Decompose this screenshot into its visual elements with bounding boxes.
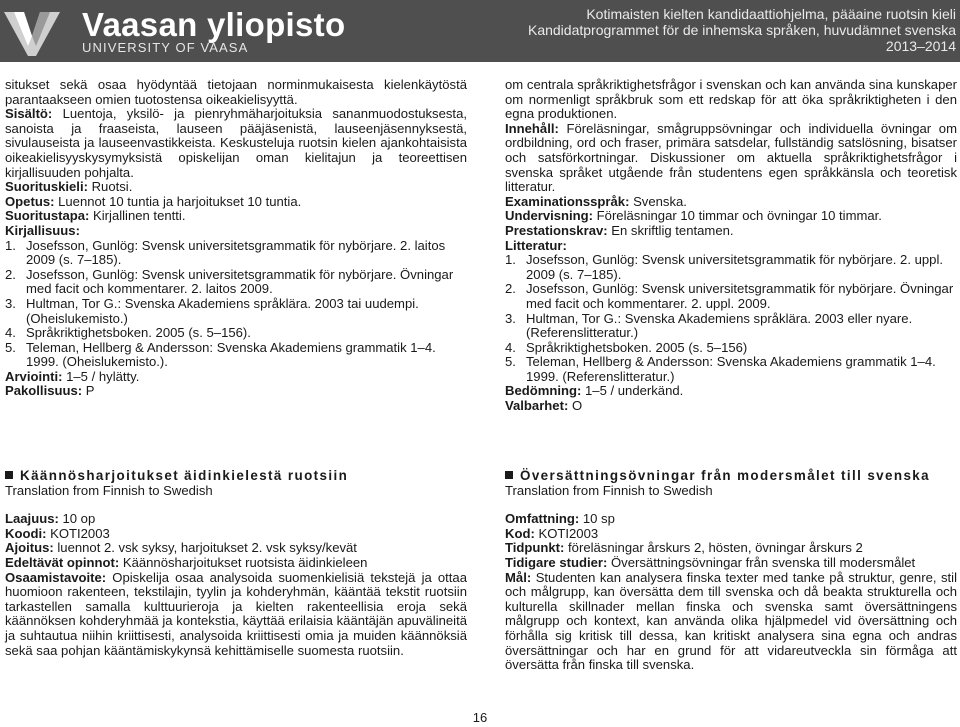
language-value: Ruotsi. — [87, 179, 133, 195]
outcomes-label: Mål: — [505, 569, 532, 585]
grading-row — [5, 370, 467, 385]
mandatory-row — [5, 384, 467, 399]
item-text: Josefsson, Gunlög: Svensk universitetsgrammatik för nybörjare. Övningar med facit och kommentarer. 2. laitos 2009. — [26, 266, 454, 297]
course-title-text: Käännösharjoitukset äidinkielestä ruotsiin — [20, 468, 349, 483]
teaching-label: Undervisning: — [505, 208, 594, 224]
course-title — [505, 469, 957, 484]
item-text: Hultman, Tor G.: Svenska Akademiens språklära. 2003 tai uudempi. (Oheislukemisto.) — [26, 295, 419, 326]
teaching-value: Luennot 10 tuntia ja harjoitukset 10 tuntia. — [54, 193, 302, 209]
program-title-swedish: Kandidatprogrammet för de inhemska språken, huvudämnet svenska — [527, 22, 956, 38]
grading-label: Bedömning: — [505, 383, 582, 399]
timing-row — [505, 541, 957, 556]
item-number: 3. — [5, 295, 16, 311]
method-row — [505, 224, 957, 239]
course-title — [5, 469, 467, 484]
timing-row — [5, 541, 467, 556]
literature-heading: Kirjallisuus: — [5, 222, 80, 238]
language-label: Examinationsspråk: — [505, 193, 630, 209]
literature-item — [5, 341, 467, 370]
item-number: 1. — [505, 252, 516, 268]
code-row — [505, 527, 957, 542]
teaching-row — [5, 195, 467, 210]
prereq-label: Edeltävät opinnot: — [5, 554, 120, 570]
method-label: Prestationskrav: — [505, 222, 608, 238]
code-row — [5, 527, 467, 542]
content-text: Luentoja, yksilö- ja pienryhmäharjoituksia sananmuodostuksesta, sanoista ja fraaseista, lauseen pääjäsenistä, lauseenjäsennyksestä, sivulauseista ja lauseenvastikkeista. Keskusteluja ruotsin kielen ajankohtaisista oikeakielisyyskysymyksistä opiskelijan oman kielitajun ja teoreettisen kirjallisuuden pohjalta. — [5, 106, 467, 180]
language-row — [505, 195, 957, 210]
timing-value: luennot 2. vsk syksy, harjoitukset 2. vsk syksy/kevät — [53, 540, 357, 556]
teaching-row — [505, 209, 957, 224]
course-subtitle: Translation from Finnish to Swedish — [505, 482, 713, 498]
literature-item — [5, 297, 467, 326]
item-text: Hultman, Tor G.: Svenska Akademiens språklära. 2003 eller nyare. (Referenslitteratur.) — [526, 310, 913, 341]
program-title-block — [528, 6, 956, 54]
timing-label: Ajoitus: — [5, 540, 54, 556]
item-number: 4. — [5, 325, 16, 341]
item-text: Teleman, Hellberg & Andersson: Svenska Akademiens grammatik 1–4. 1999. (Oheislukemisto.). — [26, 339, 436, 370]
literature-item — [5, 326, 467, 341]
brand-name-english: UNIVERSITY OF VAASA — [82, 40, 249, 55]
mandatory-row — [505, 399, 957, 414]
outcomes-section — [5, 571, 467, 659]
literature-item — [505, 341, 957, 356]
item-number: 4. — [505, 339, 516, 355]
credits-label: Laajuus: — [5, 511, 59, 527]
code-value: KOTI2003 — [46, 525, 110, 541]
item-text: Språkriktighetsboken. 2005 (s. 5–156). — [26, 325, 251, 341]
learning-outcome-continuation: situkset sekä osaa hyödyntää tietojaan norminmukaisesta kielenkäytöstä parantaakseen omien tuotostensa oikeakielisyyttä. — [5, 77, 467, 107]
credits-value: 10 op — [58, 511, 96, 527]
content-label: Sisältö: — [5, 106, 53, 122]
prereq-value: Översättningsövningar från svenska till modersmålet — [607, 554, 916, 570]
course-subtitle: Translation from Finnish to Swedish — [5, 482, 213, 498]
credits-row — [505, 512, 957, 527]
brand-name-finnish: Vaasan yliopisto — [82, 6, 346, 43]
prereq-label: Tidigare studier: — [505, 554, 608, 570]
language-row — [5, 180, 467, 195]
prereq-row — [505, 556, 957, 571]
grading-value: 1–5 / hylätty. — [62, 368, 140, 384]
content-label: Innehåll: — [505, 120, 559, 136]
square-bullet-icon — [5, 471, 13, 479]
method-label: Suoritustapa: — [5, 208, 90, 224]
content-text: Föreläsningar, smågruppsövningar och individuella övningar om ordbildning, ord och fraser, primära satsdelar, fullständig satslösning, bisatser och satsförkortningar. Diskussioner om aktuella språkriktighetsfrågor i svenska språket utgående från studentens egen språkkänsla och teoretisk litteratur. — [505, 120, 957, 195]
item-text: Språkriktighetsboken. 2005 (s. 5–156) — [526, 339, 748, 355]
teaching-value: Föreläsningar 10 timmar och övningar 10 timmar. — [593, 208, 882, 224]
item-number: 5. — [5, 339, 16, 355]
item-text: Josefsson, Gunlög: Svensk universitetsgrammatik för nybörjare. 2. uppl. 2009 (s. 7–185). — [526, 252, 944, 282]
credits-value: 10 sp — [579, 511, 615, 527]
credits-label: Omfattning: — [505, 511, 580, 527]
item-number: 2. — [505, 281, 516, 297]
literature-heading: Litteratur: — [505, 237, 567, 253]
literature-item — [505, 253, 957, 282]
course-title-text: Översättningsövningar från modersmålet till svenska — [520, 468, 930, 483]
page-header — [0, 0, 960, 62]
item-text: Josefsson, Gunlög: Svensk universitetsgrammatik för nybörjare. Övningar med facit och kommentarer. 2. uppl. 2009. — [526, 281, 954, 311]
mandatory-value: P — [82, 383, 95, 399]
learning-outcome-continuation: om centrala språkriktighetsfrågor i svenskan och kan använda sina kunskaper om normenligt språkbruk som ett redskap för att öka språkriktigheten i den egna produktionen. — [505, 77, 957, 122]
code-label: Kod: — [505, 525, 535, 541]
item-number: 5. — [505, 354, 516, 370]
timing-value: föreläsningar årskurs 2, hösten, övningar årskurs 2 — [564, 540, 863, 556]
academic-year: 2013–2014 — [885, 38, 956, 54]
item-text: Josefsson, Gunlög: Svensk universitetsgrammatik för nybörjare. 2. laitos 2009 (s. 7–185). — [26, 237, 446, 268]
program-title-finnish: Kotimaisten kielten kandidaattiohjelma, pääaine ruotsin kieli — [586, 6, 956, 22]
item-text: Teleman, Hellberg & Andersson: Svenska Akademiens grammatik 1–4. 1999. (Referenslitteratur.) — [526, 354, 936, 384]
course-description-swedish — [505, 78, 957, 414]
outcomes-text: Opiskelija osaa analysoida suomenkielisiä tekstejä ja ottaa huomioon rakenteen, tekstilajin, tyylin ja kohderyhmän, kääntää tekstit ruotsiin tarkastellen samalla kulttuurieroja ja kielten rakenteellisia eroja sekä käännöksen kohderyhmää ja kontekstia, käyttää erilaisia kääntäjän apuvälineitä ja suhtautua niihin kriittisesti, analysoida kriittisesti omia ja muiden käännöksiä sekä saa pohjan kääntämiskykynsä kehittämiselle suomesta ruotsiin. — [5, 569, 467, 658]
code-label: Koodi: — [5, 525, 47, 541]
grading-value: 1–5 / underkänd. — [581, 383, 684, 399]
mandatory-label: Valbarhet: — [505, 398, 569, 414]
translation-course-swedish — [505, 469, 957, 673]
page-number: 16 — [472, 710, 488, 725]
teaching-label: Opetus: — [5, 193, 55, 209]
outcomes-section — [505, 571, 957, 673]
credits-row — [5, 512, 467, 527]
method-value: En skriftlig tentamen. — [607, 222, 734, 238]
literature-item — [505, 312, 957, 341]
prereq-row — [5, 556, 467, 571]
grading-row — [505, 384, 957, 399]
literature-item — [505, 355, 957, 384]
literature-list — [505, 253, 957, 384]
content-section — [505, 122, 957, 195]
item-number: 3. — [505, 310, 516, 326]
language-label: Suorituskieli: — [5, 179, 88, 195]
method-row — [5, 209, 467, 224]
item-number: 2. — [5, 266, 16, 282]
method-value: Kirjallinen tentti. — [89, 208, 186, 224]
item-number: 1. — [5, 237, 16, 253]
timing-label: Tidpunkt: — [505, 540, 565, 556]
literature-item — [505, 282, 957, 311]
square-bullet-icon — [505, 471, 513, 479]
prereq-value: Käännösharjoitukset ruotsista äidinkieleen — [119, 554, 368, 570]
literature-list — [5, 239, 467, 370]
grading-label: Arviointi: — [5, 368, 63, 384]
outcomes-label: Osaamistavoite: — [5, 569, 107, 585]
vaasa-university-logo-icon — [2, 6, 62, 58]
code-value: KOTI2003 — [534, 525, 599, 541]
translation-course-finnish — [5, 469, 467, 658]
content-section — [5, 107, 467, 180]
mandatory-value: O — [568, 398, 583, 414]
language-value: Svenska. — [629, 193, 687, 209]
mandatory-label: Pakollisuus: — [5, 383, 83, 399]
course-description-finnish — [5, 78, 467, 399]
outcomes-text: Studenten kan analysera finska texter med tanke på struktur, genre, stil och målgrupp, kan översätta dem till svenska och då beakta strukturella och kulturella skillnader mellan finska och svenska samt översättningens målgrupp och kontext, kan använda olika hjälpmedel vid översättning och förhålla sig kritisk till dessa, kan kritiskt analysera sina egna och andras översättningar och har en grund för att vidareutveckla sin förmåga att översätta från finska till svenska. — [505, 569, 957, 673]
literature-item — [5, 239, 467, 268]
literature-item — [5, 268, 467, 297]
